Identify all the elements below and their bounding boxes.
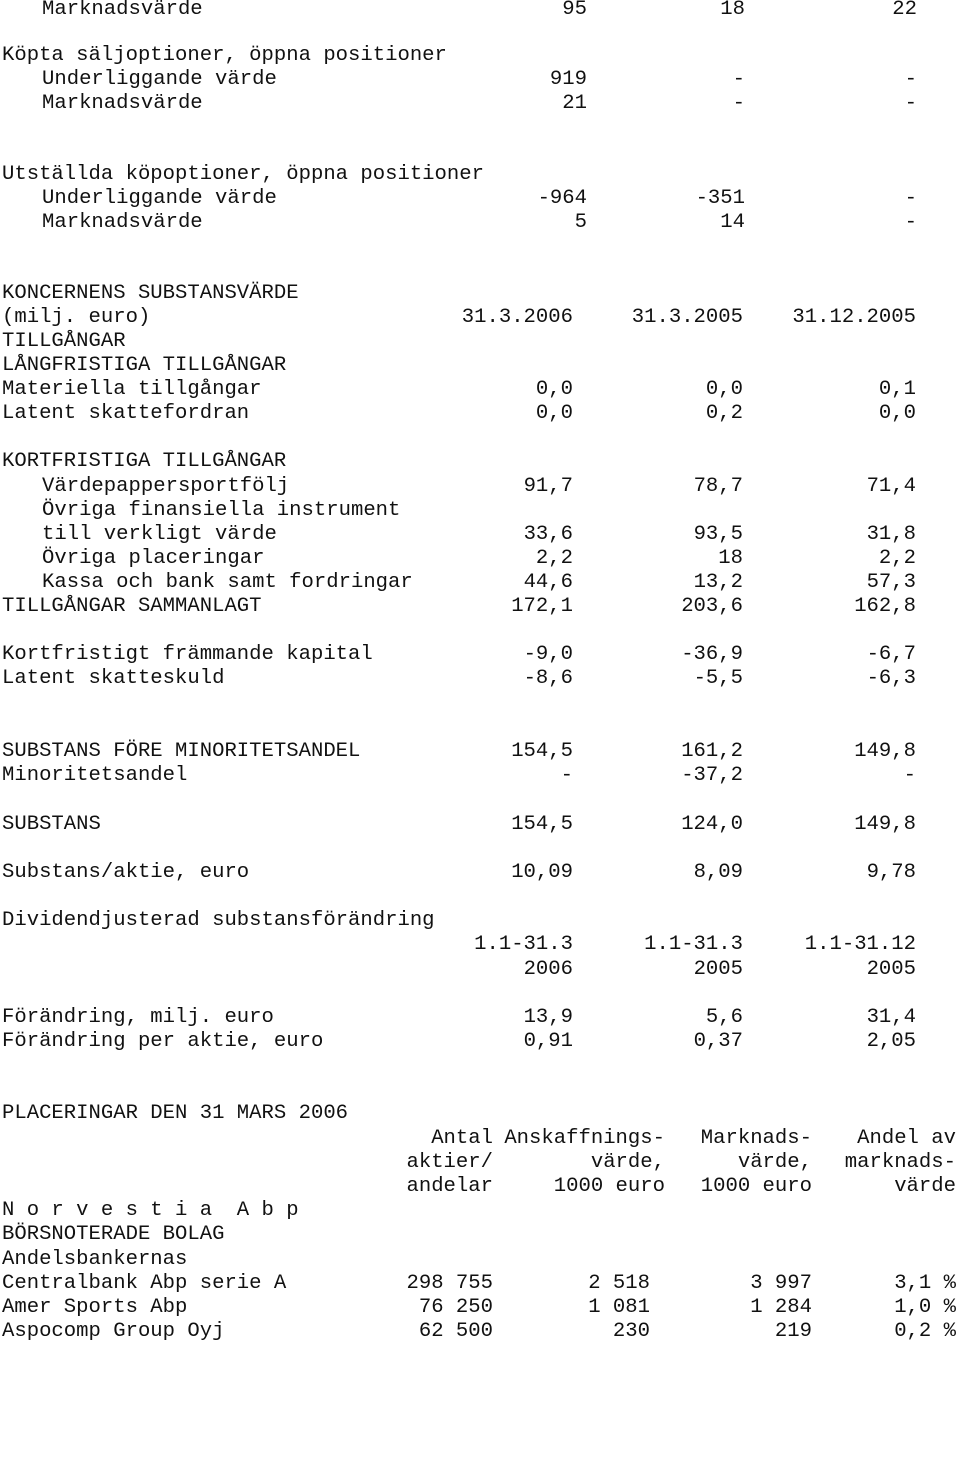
value-col-2: 124,0 — [681, 813, 743, 836]
value-col-2: -5,5 — [693, 667, 743, 690]
holding-row — [0, 1296, 960, 1320]
long-term-row — [0, 378, 960, 402]
value-col-1: 0,0 — [535, 378, 573, 401]
value-col-3: 0,1 — [878, 378, 916, 401]
calls-row — [0, 187, 960, 211]
value-2005: 14 — [720, 211, 745, 234]
col-header-share: Andel av — [857, 1127, 956, 1150]
value-market: 1 284 — [750, 1296, 812, 1319]
dividend-row — [0, 1006, 960, 1030]
col-header-shares: Antal — [431, 1127, 493, 1150]
value-dec-2005: - — [904, 92, 917, 115]
row-label: Materiella tillgångar — [2, 378, 262, 401]
liability-row — [0, 643, 960, 667]
andelsbank-label-row — [0, 1248, 960, 1272]
value-col-3: -6,7 — [866, 643, 916, 666]
value-col-1: 172,1 — [511, 595, 573, 618]
value-2005: 18 — [720, 0, 745, 21]
substans-row — [0, 813, 960, 837]
value-col-3: 71,4 — [866, 475, 916, 498]
col-header-acquisition: värde, — [590, 1151, 665, 1174]
holdings-header-row — [0, 1175, 960, 1199]
value-col-2: 13,2 — [693, 571, 743, 594]
section-heading: PLACERINGAR DEN 31 MARS 2006 — [2, 1102, 349, 1125]
value-share: 3,1 % — [894, 1272, 956, 1295]
value-share: 1,0 % — [894, 1296, 956, 1319]
value-col-3: -6,3 — [866, 667, 916, 690]
value-col-1: 154,5 — [511, 813, 573, 836]
other-investments-row — [0, 547, 960, 571]
row-label: Kortfristigt främmande kapital — [2, 643, 373, 666]
col-header-share: värde — [894, 1175, 956, 1198]
nav-date-header — [0, 306, 960, 330]
puts-row — [0, 92, 960, 116]
unit-label: (milj. euro) — [2, 306, 151, 329]
value-dec-2005: 22 — [892, 0, 917, 21]
nav-title — [0, 282, 960, 306]
value-2006: 95 — [562, 0, 587, 21]
value-col-3: 149,8 — [854, 740, 916, 763]
value-col-2: 161,2 — [681, 740, 743, 763]
company-name-row — [0, 1199, 960, 1223]
section-heading: Köpta säljoptioner, öppna positioner — [2, 44, 447, 67]
value-2006: 21 — [562, 92, 587, 115]
dividend-heading — [0, 909, 960, 933]
value-2005: - — [732, 92, 745, 115]
value-acquisition: 230 — [612, 1320, 650, 1343]
value-shares: 76 250 — [418, 1296, 493, 1319]
value-2006: -964 — [537, 187, 587, 210]
value-col-1: 0,0 — [535, 402, 573, 425]
value-shares: 62 500 — [418, 1320, 493, 1343]
col-header-shares: aktier/ — [406, 1151, 493, 1174]
value-col-3: 0,0 — [878, 402, 916, 425]
row-label: Latent skatteskuld — [2, 667, 225, 690]
value-col-2: 8,09 — [693, 861, 743, 884]
calls-heading — [0, 163, 960, 187]
year-col-1: 2006 — [523, 958, 573, 981]
other-financial-label-row — [0, 499, 960, 523]
row-label: Värdepappersportfölj — [42, 475, 290, 498]
value-col-1: 154,5 — [511, 740, 573, 763]
row-label: Övriga placeringar — [42, 547, 265, 570]
assets-heading — [0, 330, 960, 354]
date-col-1: 31.3.2006 — [461, 306, 573, 329]
value-col-1: - — [560, 764, 573, 787]
row-label: Marknadsvärde — [42, 211, 203, 234]
holding-row — [0, 1272, 960, 1296]
period-col-1: 1.1-31.3 — [474, 933, 573, 956]
row-label: till verkligt värde — [42, 523, 277, 546]
value-col-1: 10,09 — [511, 861, 573, 884]
year-col-2: 2005 — [693, 958, 743, 981]
col-header-acquisition: Anskaffnings- — [504, 1127, 665, 1150]
col-header-shares: andelar — [406, 1175, 493, 1198]
dividend-row — [0, 1030, 960, 1054]
value-col-3: - — [903, 764, 916, 787]
value-2006: 5 — [574, 211, 587, 234]
value-acquisition: 1 081 — [588, 1296, 650, 1319]
col-header-acquisition: 1000 euro — [553, 1175, 665, 1198]
row-label: Minoritetsandel — [2, 764, 188, 787]
row-label: Övriga finansiella instrument — [42, 499, 401, 522]
value-col-1: 91,7 — [523, 475, 573, 498]
calls-row — [0, 211, 960, 235]
value-col-1: 0,91 — [523, 1030, 573, 1053]
section-heading: BÖRSNOTERADE BOLAG — [2, 1223, 225, 1246]
value-col-1: 2,2 — [535, 547, 573, 570]
value-dec-2005: - — [904, 68, 917, 91]
section-heading: LÅNGFRISTIGA TILLGÅNGAR — [2, 354, 287, 377]
row-label: Kassa och bank samt fordringar — [42, 571, 413, 594]
row-label: SUBSTANS FÖRE MINORITETSANDEL — [2, 740, 361, 763]
col-header-share: marknads- — [844, 1151, 956, 1174]
value-col-1: -9,0 — [523, 643, 573, 666]
value-shares: 298 755 — [406, 1272, 493, 1295]
value-dec-2005: - — [904, 187, 917, 210]
value-col-1: 33,6 — [523, 523, 573, 546]
dividend-year-row — [0, 958, 960, 982]
total-assets-row — [0, 595, 960, 619]
company-name: N o r v e s t i a A b p — [2, 1199, 299, 1222]
row-label: Marknadsvärde — [42, 92, 203, 115]
row-label: Underliggande värde — [42, 68, 277, 91]
value-col-3: 2,05 — [866, 1030, 916, 1053]
fair-value-row — [0, 523, 960, 547]
minority-row — [0, 764, 960, 788]
row-label: Centralbank Abp serie A — [2, 1272, 287, 1295]
value-col-1: 13,9 — [523, 1006, 573, 1029]
period-col-3: 1.1-31.12 — [804, 933, 916, 956]
value-col-1: -8,6 — [523, 667, 573, 690]
row-label: Andelsbankernas — [2, 1248, 188, 1271]
col-header-market: 1000 euro — [700, 1175, 812, 1198]
row-label: Latent skattefordran — [2, 402, 250, 425]
value-col-3: 57,3 — [866, 571, 916, 594]
row-label: Förändring, milj. euro — [2, 1006, 274, 1029]
long-term-heading — [0, 354, 960, 378]
row-label: Amer Sports Abp — [2, 1296, 188, 1319]
short-term-heading — [0, 450, 960, 474]
value-col-2: -37,2 — [681, 764, 743, 787]
value-col-2: 18 — [718, 547, 743, 570]
liability-row — [0, 667, 960, 691]
value-col-3: 9,78 — [866, 861, 916, 884]
value-2005: - — [732, 68, 745, 91]
portfolio-row — [0, 475, 960, 499]
dividend-period-row — [0, 933, 960, 957]
value-2006: 919 — [549, 68, 587, 91]
value-acquisition: 2 518 — [588, 1272, 650, 1295]
value-col-2: 0,0 — [705, 378, 743, 401]
value-col-2: 93,5 — [693, 523, 743, 546]
value-col-2: 203,6 — [681, 595, 743, 618]
long-term-row — [0, 402, 960, 426]
row-label: Underliggande värde — [42, 187, 277, 210]
puts-row — [0, 68, 960, 92]
holding-row — [0, 1320, 960, 1344]
listed-heading — [0, 1223, 960, 1247]
value-col-2: 5,6 — [705, 1006, 743, 1029]
value-col-3: 31,8 — [866, 523, 916, 546]
value-col-3: 149,8 — [854, 813, 916, 836]
per-share-row — [0, 861, 960, 885]
year-col-3: 2005 — [866, 958, 916, 981]
holdings-header-row — [0, 1127, 960, 1151]
value-col-3: 2,2 — [878, 547, 916, 570]
section-heading: Dividendjusterad substansförändring — [2, 909, 435, 932]
period-col-2: 1.1-31.3 — [644, 933, 743, 956]
value-col-2: -36,9 — [681, 643, 743, 666]
row-label: TILLGÅNGAR SAMMANLAGT — [2, 595, 262, 618]
section-title: KONCERNENS SUBSTANSVÄRDE — [2, 282, 299, 305]
value-col-3: 162,8 — [854, 595, 916, 618]
col-header-market: Marknads- — [700, 1127, 812, 1150]
holdings-header-row — [0, 1151, 960, 1175]
row-label: Marknadsvärde — [42, 0, 203, 21]
value-col-2: 0,37 — [693, 1030, 743, 1053]
value-2005: -351 — [695, 187, 745, 210]
row-label: Substans/aktie, euro — [2, 861, 250, 884]
value-market: 219 — [774, 1320, 812, 1343]
date-col-3: 31.12.2005 — [792, 306, 916, 329]
value-dec-2005: - — [904, 211, 917, 234]
section-heading: TILLGÅNGAR — [2, 330, 126, 353]
row-label: Förändring per aktie, euro — [2, 1030, 324, 1053]
options-top-row — [0, 0, 960, 22]
value-market: 3 997 — [750, 1272, 812, 1295]
section-heading: Utställda köpoptioner, öppna positioner — [2, 163, 484, 186]
pre-minority-row — [0, 740, 960, 764]
value-col-2: 0,2 — [705, 402, 743, 425]
value-col-2: 78,7 — [693, 475, 743, 498]
value-col-1: 44,6 — [523, 571, 573, 594]
puts-heading — [0, 44, 960, 68]
section-heading: KORTFRISTIGA TILLGÅNGAR — [2, 450, 287, 473]
row-label: Aspocomp Group Oyj — [2, 1320, 225, 1343]
col-header-market: värde, — [737, 1151, 812, 1174]
value-share: 0,2 % — [894, 1320, 956, 1343]
row-label: SUBSTANS — [2, 813, 101, 836]
value-col-3: 31,4 — [866, 1006, 916, 1029]
holdings-heading — [0, 1102, 960, 1126]
cash-row — [0, 571, 960, 595]
date-col-2: 31.3.2005 — [631, 306, 743, 329]
